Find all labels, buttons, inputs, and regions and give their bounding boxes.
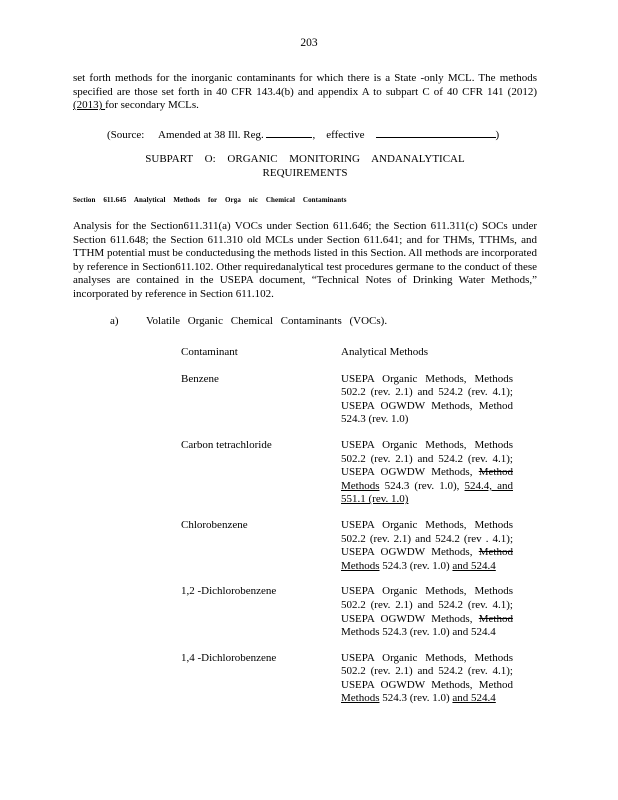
methods-cell (341, 373, 513, 427)
header-analytical-methods: Analytical Methods (341, 346, 429, 358)
section-heading: Section 611.645 Analytical Methods for Orga nic Chemical Contaminants (73, 196, 347, 204)
method-text: 524.3 (rev. 1.0) (379, 692, 453, 705)
method-text: USEPA Organic Methods, Methods 502.2 (rev. 2.1) and 524.2 (rev. 4.1); USEPA OGWDW Methods, (341, 438, 513, 479)
list-item-a (110, 315, 387, 329)
methods-cell (341, 519, 513, 573)
contaminant-cell: Chlorobenzene (181, 518, 248, 531)
methods-cell (341, 652, 513, 706)
source-closing: ) (495, 129, 500, 141)
method-text: Methods 524.3 (rev. 1.0) and 524.4 (341, 626, 496, 639)
register-page-blank (266, 127, 312, 138)
source-prefix: (Source: (107, 129, 145, 141)
page-number: 203 (300, 37, 318, 49)
item-a-label: a) (110, 315, 119, 327)
deleted-text: Method (478, 612, 513, 625)
source-comma: , (312, 129, 316, 141)
table-body (181, 373, 513, 706)
table-row (181, 439, 513, 507)
method-text: 524.3 (rev. 1.0), (379, 479, 465, 492)
subpart-heading (73, 153, 537, 180)
inserted-year: (2013) (73, 99, 106, 112)
inserted-text: and 524.4 (452, 692, 496, 705)
table-header-row (181, 346, 513, 360)
method-text: USEPA Organic Methods, Methods 502.2 (rev. 2.1) and 524.2 (rev. 4.1); USEPA OGWDW Methods, Method 524.3 (rev. 1.0) (341, 372, 513, 426)
inserted-text: Methods (341, 692, 380, 705)
methods-table (181, 346, 513, 718)
method-text: USEPA Organic Methods, Methods 502.2 (rev. 2.1) and 524.2 (rev. 4.1); USEPA OGWDW Methods, Method (341, 651, 513, 691)
table-row (181, 373, 513, 427)
intro-paragraph (73, 72, 537, 113)
methods-cell (341, 585, 513, 639)
intro-text-end: for secondary MCLs. (105, 99, 199, 112)
table-row (181, 585, 513, 639)
source-note (107, 127, 537, 143)
inserted-text: Methods (341, 559, 380, 572)
contaminant-cell: 1,2 -Dichlorobenzene (181, 585, 277, 598)
contaminant-cell: Carbon tetrachloride (181, 438, 272, 451)
inserted-text: and 524.4 (452, 559, 496, 572)
method-text: 524.3 (rev. 1.0) (379, 559, 453, 572)
table-row (181, 519, 513, 573)
contaminant-cell: Benzene (181, 372, 219, 385)
deleted-text: Method (478, 546, 513, 559)
subpart-heading-line2: REQUIREMENTS (262, 166, 348, 179)
analysis-paragraph: Analysis for the Section611.311(a) VOCs under Section 611.646; the Section 611.311(c) SOCs under Section 611.648; the Section 611.310 old MCLs under Section 611.641; and for THMs, TTHMs, and TTHM potential must be conductedusing the methods listed in this Section. All methods are incorporated by reference in Section611.102. Other requiredanalytical test procedures germane to the conduct of these analyses are contained in the USEPA document, “Technical Notes of Drinking Water Methods,” incorporated by reference in Section 611.102. (73, 220, 537, 300)
subpart-heading-line1: SUBPART O: ORGANIC MONITORING ANDANALYTICAL (145, 153, 465, 165)
inserted-text: Methods (341, 479, 380, 492)
intro-text: set forth methods for the inorganic contaminants for which there is a State -only MCL. The methods specified are those set forth in 40 CFR 143.4(b) and appendix A to subpart C of 40 CFR 141 (2012) (73, 72, 537, 98)
methods-cell (341, 439, 513, 507)
source-amended: Amended at 38 Ill. Reg. (158, 129, 264, 141)
effective-date-blank (376, 127, 496, 138)
source-effective: effective (326, 129, 365, 141)
method-text: USEPA Organic Methods, Methods 502.2 (rev. 2.1) and 524.2 (rev . 4.1); USEPA OGWDW Methods, (341, 518, 513, 559)
method-text: USEPA Organic Methods, Methods 502.2 (rev. 2.1) and 524.2 (rev. 4.1); USEPA OGWDW Methods, (341, 585, 513, 625)
inserted-text: 524.4, and 551.1 (rev. 1.0) (341, 479, 513, 506)
header-contaminant: Contaminant (181, 346, 238, 358)
deleted-text: Method (478, 466, 513, 479)
item-a-text: Volatile Organic Chemical Contaminants (VOCs). (146, 315, 388, 327)
contaminant-cell: 1,4 -Dichlorobenzene (181, 651, 277, 664)
table-row (181, 652, 513, 706)
